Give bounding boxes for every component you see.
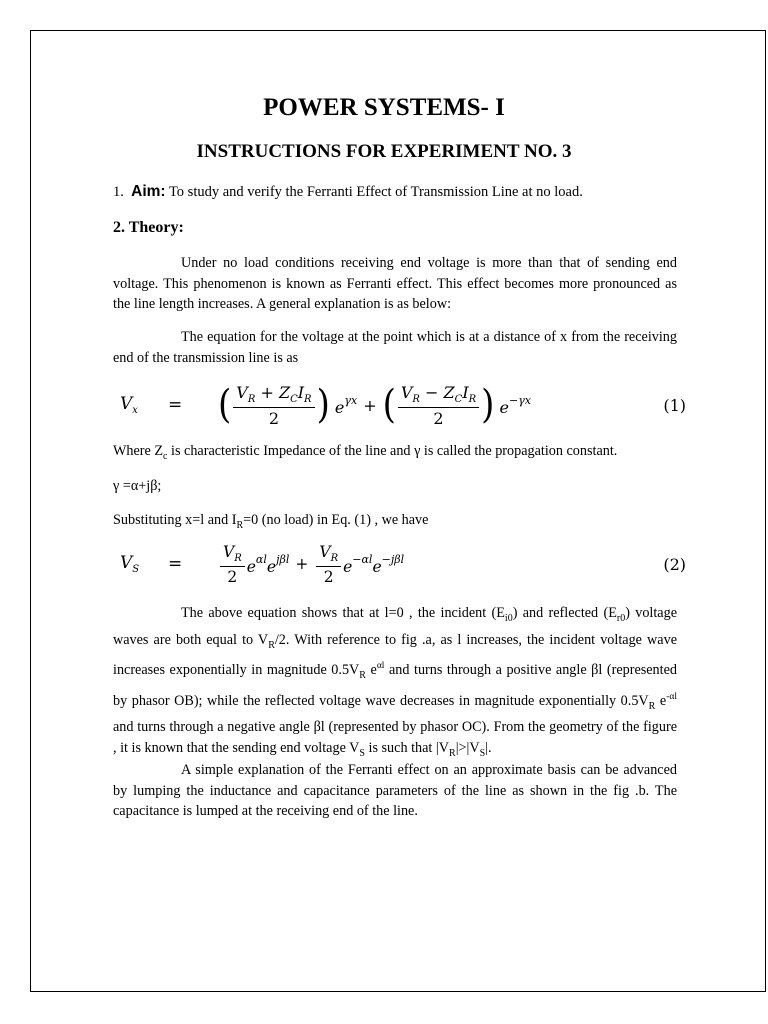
eq1-equals: = [168,395,183,415]
theory-paragraph-1 [113,253,677,315]
eq1-fraction-1 [233,383,314,428]
aim-number: 1. [113,184,124,200]
theory-paragraph-3: The above equation shows that at l=0 , the incident $(E_{i0})$ and reflected $(E_{r0})$ voltage waves are both equal to $V_R/2$. With reference to fig .a, as l increases, the incident voltage wave increases exponentially in magnitude $0.5V_R$ $e^{\alpha l}$ and turns through a positive angle βl (represented by phasor OB); while the reflected voltage wave decreases in magnitude exponentially $0.5V_R$ $e^{-\alpha l}$ and turns through a negative angle βl (represented by phasor OC). From the geometry of the figure , it is known that the sending end voltage $V_S$ is such that $|V_R|>|V_S|$. [113,605,677,759]
aim-label: Aim: [131,183,166,200]
aim-line [113,182,583,202]
theory-paragraph-4 [113,760,677,822]
where-paragraph: Where $Z_c$ is characteristic Impedance of the line and γ is called the propagation constant. [113,443,618,462]
eq1-numerator-1: $V_R + Z_CI_R$ [233,383,314,408]
eq1-denominator-1: 2 [268,408,280,428]
eq2-factor-2: $e^{-\alpha l}e^{-j\beta l}$ [343,552,405,576]
theory-paragraph-2 [113,327,677,368]
eq2-numerator-2: $V_R$ [316,543,341,567]
eq1-denominator-2: 2 [433,408,444,428]
eq2-body [218,543,646,586]
eq2-factor-1: $e^{\alpha l}e^{j\beta l}$ [246,552,290,576]
aim-text: To study and verify the Ferranti Effect of Transmission Line at no load. [168,184,583,200]
eq1-close-paren-2: ) [481,382,495,428]
eq2-fraction-2 [316,543,341,586]
eq1-factor-1: $e^{\gamma x}$ [329,393,358,417]
document-subtitle: INSTRUCTIONS FOR EXPERIMENT NO. 3 [196,141,572,162]
substituting-paragraph: Substituting x=l and $I_R=0$ (no load) in Eq. (1) , we have [113,512,429,531]
eq1-lhs: $V_x$ [120,394,138,416]
equation-2 [120,540,686,588]
document-title: POWER SYSTEMS- I [263,94,505,121]
eq1-open-paren-2: ( [382,382,396,428]
eq2-numerator-1: $V_R$ [220,543,245,567]
theory-paragraph-4-text: A simple explanation of the Ferranti effect on an approximate basis can be advanced by lumping the inductance and capacitance parameters of the line as shown in the fig .b. The capacitance is lumped at the receiving end of the line. [113,762,677,819]
gamma-definition: γ =α+jβ; [113,478,162,494]
theory-paragraph-1-text: Under no load conditions receiving end voltage is more than that of sending end voltage. This phenomenon is known as Ferranti effect. This effect becomes more pronounced as the line length increases. A general explanation is as below: [113,255,677,312]
eq1-body [218,383,646,428]
theory-paragraph-2-text: The equation for the voltage at the point which is at a distance of x from the receiving end of the transmission line is as [113,329,677,366]
eq1-numerator-2: $V_R - Z_CI_R$ [398,383,479,408]
eq1-open-paren-1: ( [218,382,232,428]
eq1-plus: + [363,395,377,415]
eq2-equals: = [168,554,183,574]
eq1-fraction-2 [398,383,479,428]
eq1-factor-2: $e^{-\gamma x}$ [494,393,531,417]
eq2-fraction-1 [220,543,245,586]
eq1-close-paren-1: ) [316,382,330,428]
eq2-plus: + [295,555,309,573]
eq2-denominator-2: 2 [323,567,334,586]
eq1-number: (1) [663,395,686,415]
theory-heading: 2. Theory: [113,219,184,236]
eq2-number: (2) [663,554,686,574]
eq2-denominator-1: 2 [227,567,238,586]
eq2-lhs: $V_S$ [120,553,140,575]
equation-1 [120,380,686,430]
